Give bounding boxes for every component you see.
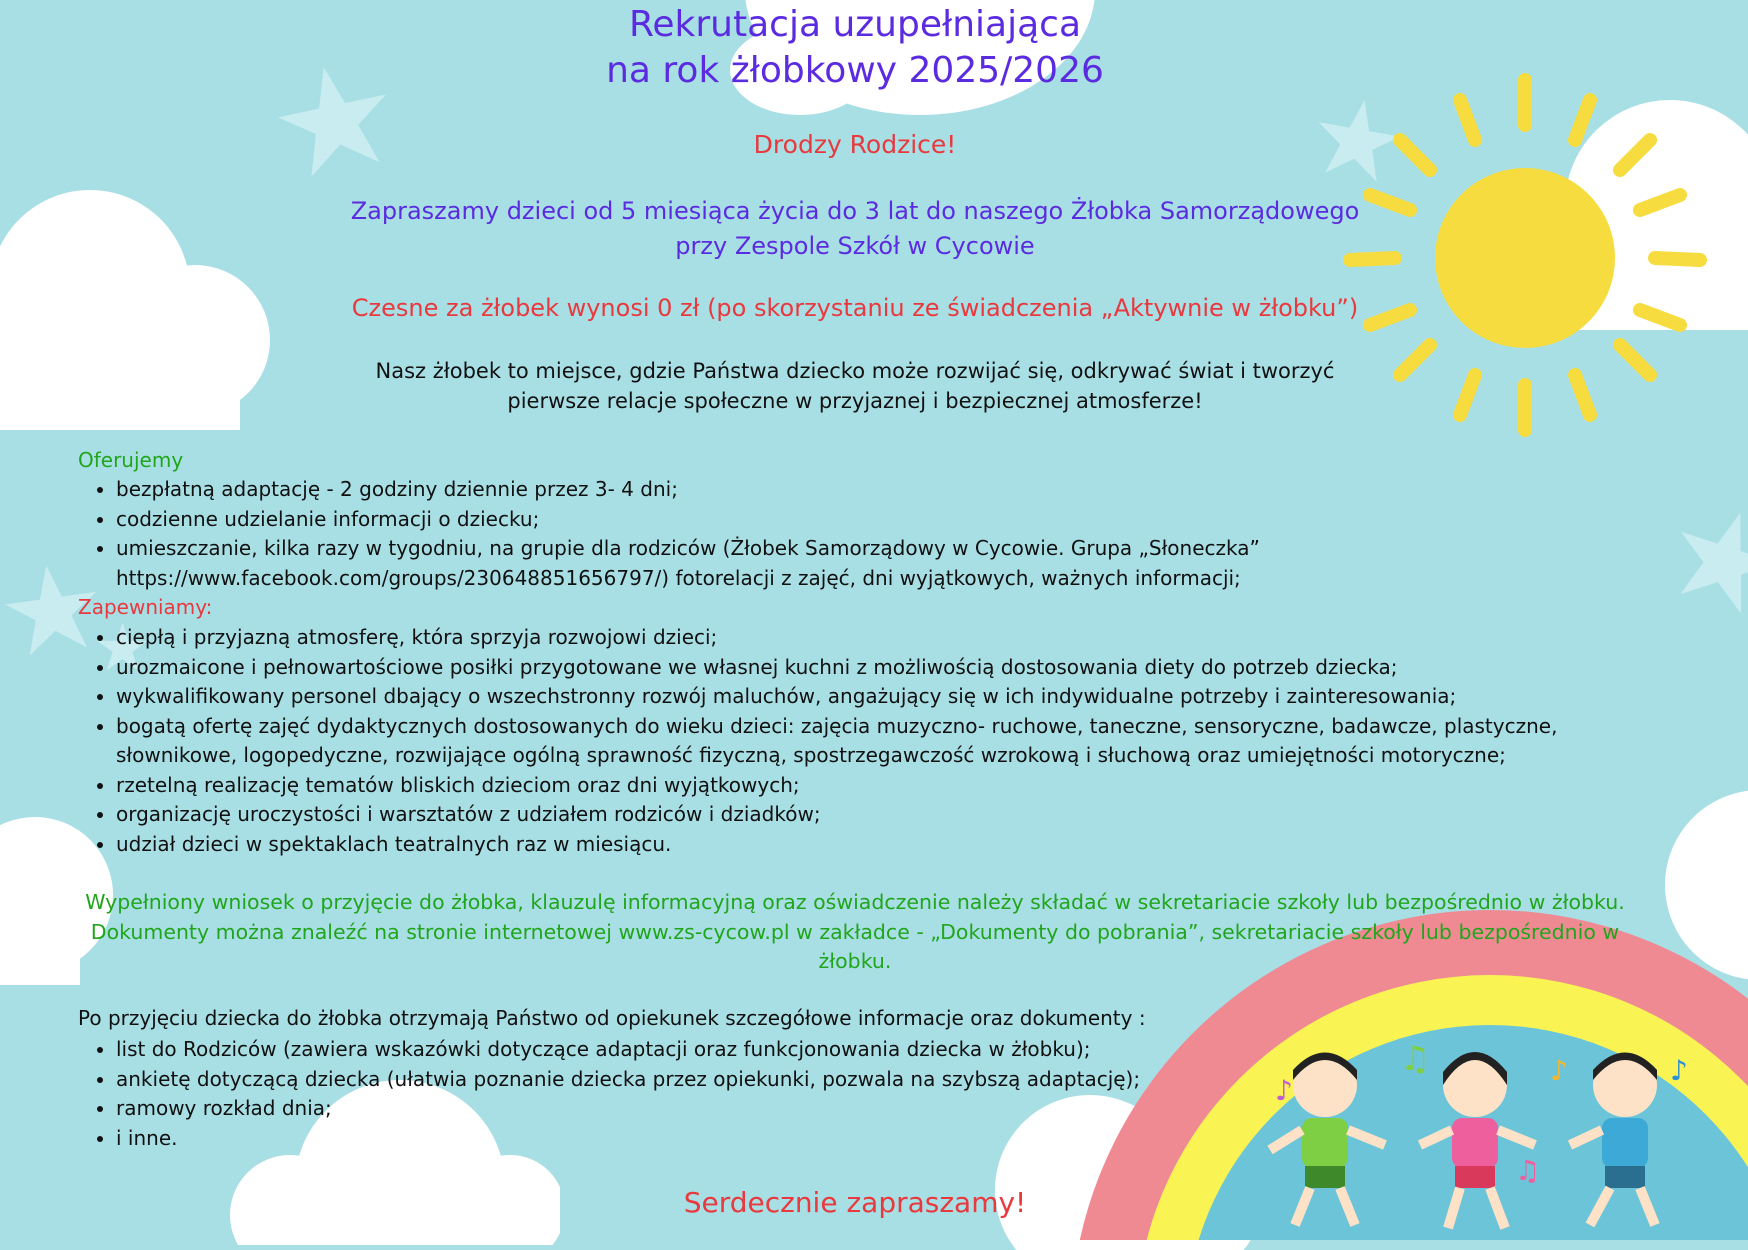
list-item: • bogatą ofertę zajęć dydaktycznych dostosowanych do wieku dzieci: zajęcia muzyczno- ruchowe, taneczne, sensoryczne, badawcze, plastyczne, słownikowe, logopedyczne, rozwijające ogólną sprawność fizyczną, spostrzegawczość wzrokową i słuchową oraz umiejętności motoryczne; — [116, 712, 1636, 771]
music-note-icon: ♫ — [1400, 1040, 1431, 1079]
list-item: • codzienne udzielanie informacji o dziecku; — [116, 505, 1636, 535]
offer-list — [78, 475, 1636, 593]
list-item: • i inne. — [116, 1124, 1636, 1154]
list-item: • list do Rodziców (zawiera wskazówki dotyczące adaptacji oraz funkcjonowania dziecka w żłobku); — [116, 1035, 1636, 1065]
ensure-list — [78, 623, 1636, 859]
invitation-line-1: Zapraszamy dzieci od 5 miesiąca życia do 3 lat do naszego Żłobka Samorządowego — [350, 197, 1360, 225]
after-admission-list — [78, 1035, 1636, 1153]
music-note-icon: ♪ — [1275, 1074, 1293, 1107]
closing-text: Serdecznie zapraszamy! — [683, 1186, 1027, 1219]
invitation-line-2: przy Zespole Szkół w Cycowie — [675, 232, 1035, 260]
intro-line-1: Nasz żłobek to miejsce, gdzie Państwa dziecko może rozwijać się, odkrywać świat i tworzyć — [375, 359, 1335, 383]
after-admission-heading: Po przyjęciu dziecka do żłobka otrzymają Państwo od opiekunek szczegółowe informacje oraz dokumenty : — [78, 1006, 1146, 1030]
list-item: • umieszczanie, kilka razy w tygodniu, na grupie dla rodziców (Żłobek Samorządowy w Cycowie. Grupa „Słoneczka” https://www.facebook.com/groups/230648851656797/) fotorelacji z zajęć, dni wyjątkowych, ważnych informacji; — [116, 534, 1636, 593]
intro-text — [0, 356, 1710, 416]
documents-info: Wypełniony wniosek o przyjęcie do żłobka, klauzulę informacyjną oraz oświadczenie należy składać w sekretariacie szkoły lub bezpośrednio w żłobku. Dokumenty można znaleźć na stronie internetowej www.zs-cycow.pl w zakładce - „Dokumenty do pobrania”, sekretariacie szkoły lub bezpośrednio w żłobku. — [85, 890, 1625, 973]
page-title — [0, 2, 1710, 94]
list-item: • ankietę dotyczącą dziecka (ułatwia poznanie dziecka przez opiekunki, pozwala na szybszą adaptację); — [116, 1065, 1636, 1095]
list-item: • urozmaicone i pełnowartościowe posiłki przygotowane we własnej kuchni z możliwością dostosowania diety do potrzeb dziecka; — [116, 653, 1636, 683]
fee-info: Czesne za żłobek wynosi 0 zł (po skorzystaniu ze świadczenia „Aktywnie w żłobku”) — [351, 294, 1359, 322]
invitation — [0, 194, 1710, 264]
ensure-heading: Zapewniamy: — [78, 595, 213, 619]
greeting: Drodzy Rodzice! — [753, 130, 957, 159]
music-note-icon: ♫ — [1515, 1154, 1541, 1187]
list-item: • udział dzieci w spektaklach teatralnych raz w miesiącu. — [116, 830, 1636, 860]
list-item: • ciepłą i przyjazną atmosferę, która sprzyja rozwojowi dzieci; — [116, 623, 1636, 653]
music-note-icon: ♪ — [1670, 1054, 1688, 1087]
list-item: • organizację uroczystości i warsztatów z udziałem rodziców i dziadków; — [116, 800, 1636, 830]
title-line-1: Rekrutacja uzupełniająca — [628, 4, 1082, 45]
list-item: • bezpłatną adaptację - 2 godziny dziennie przez 3- 4 dni; — [116, 475, 1636, 505]
title-line-2: na rok żłobkowy 2025/2026 — [606, 50, 1104, 91]
music-note-icon: ♪ — [1550, 1054, 1568, 1087]
intro-line-2: pierwsze relacje społeczne w przyjaznej i bezpiecznej atmosferze! — [507, 389, 1203, 413]
offer-heading: Oferujemy — [78, 448, 184, 472]
list-item: • rzetelną realizację tematów bliskich dzieciom oraz dni wyjątkowych; — [116, 771, 1636, 801]
list-item: • wykwalifikowany personel dbający o wszechstronny rozwój maluchów, angażujący się w ich indywidualne potrzeby i zainteresowania; — [116, 682, 1636, 712]
list-item: • ramowy rozkład dnia; — [116, 1094, 1636, 1124]
